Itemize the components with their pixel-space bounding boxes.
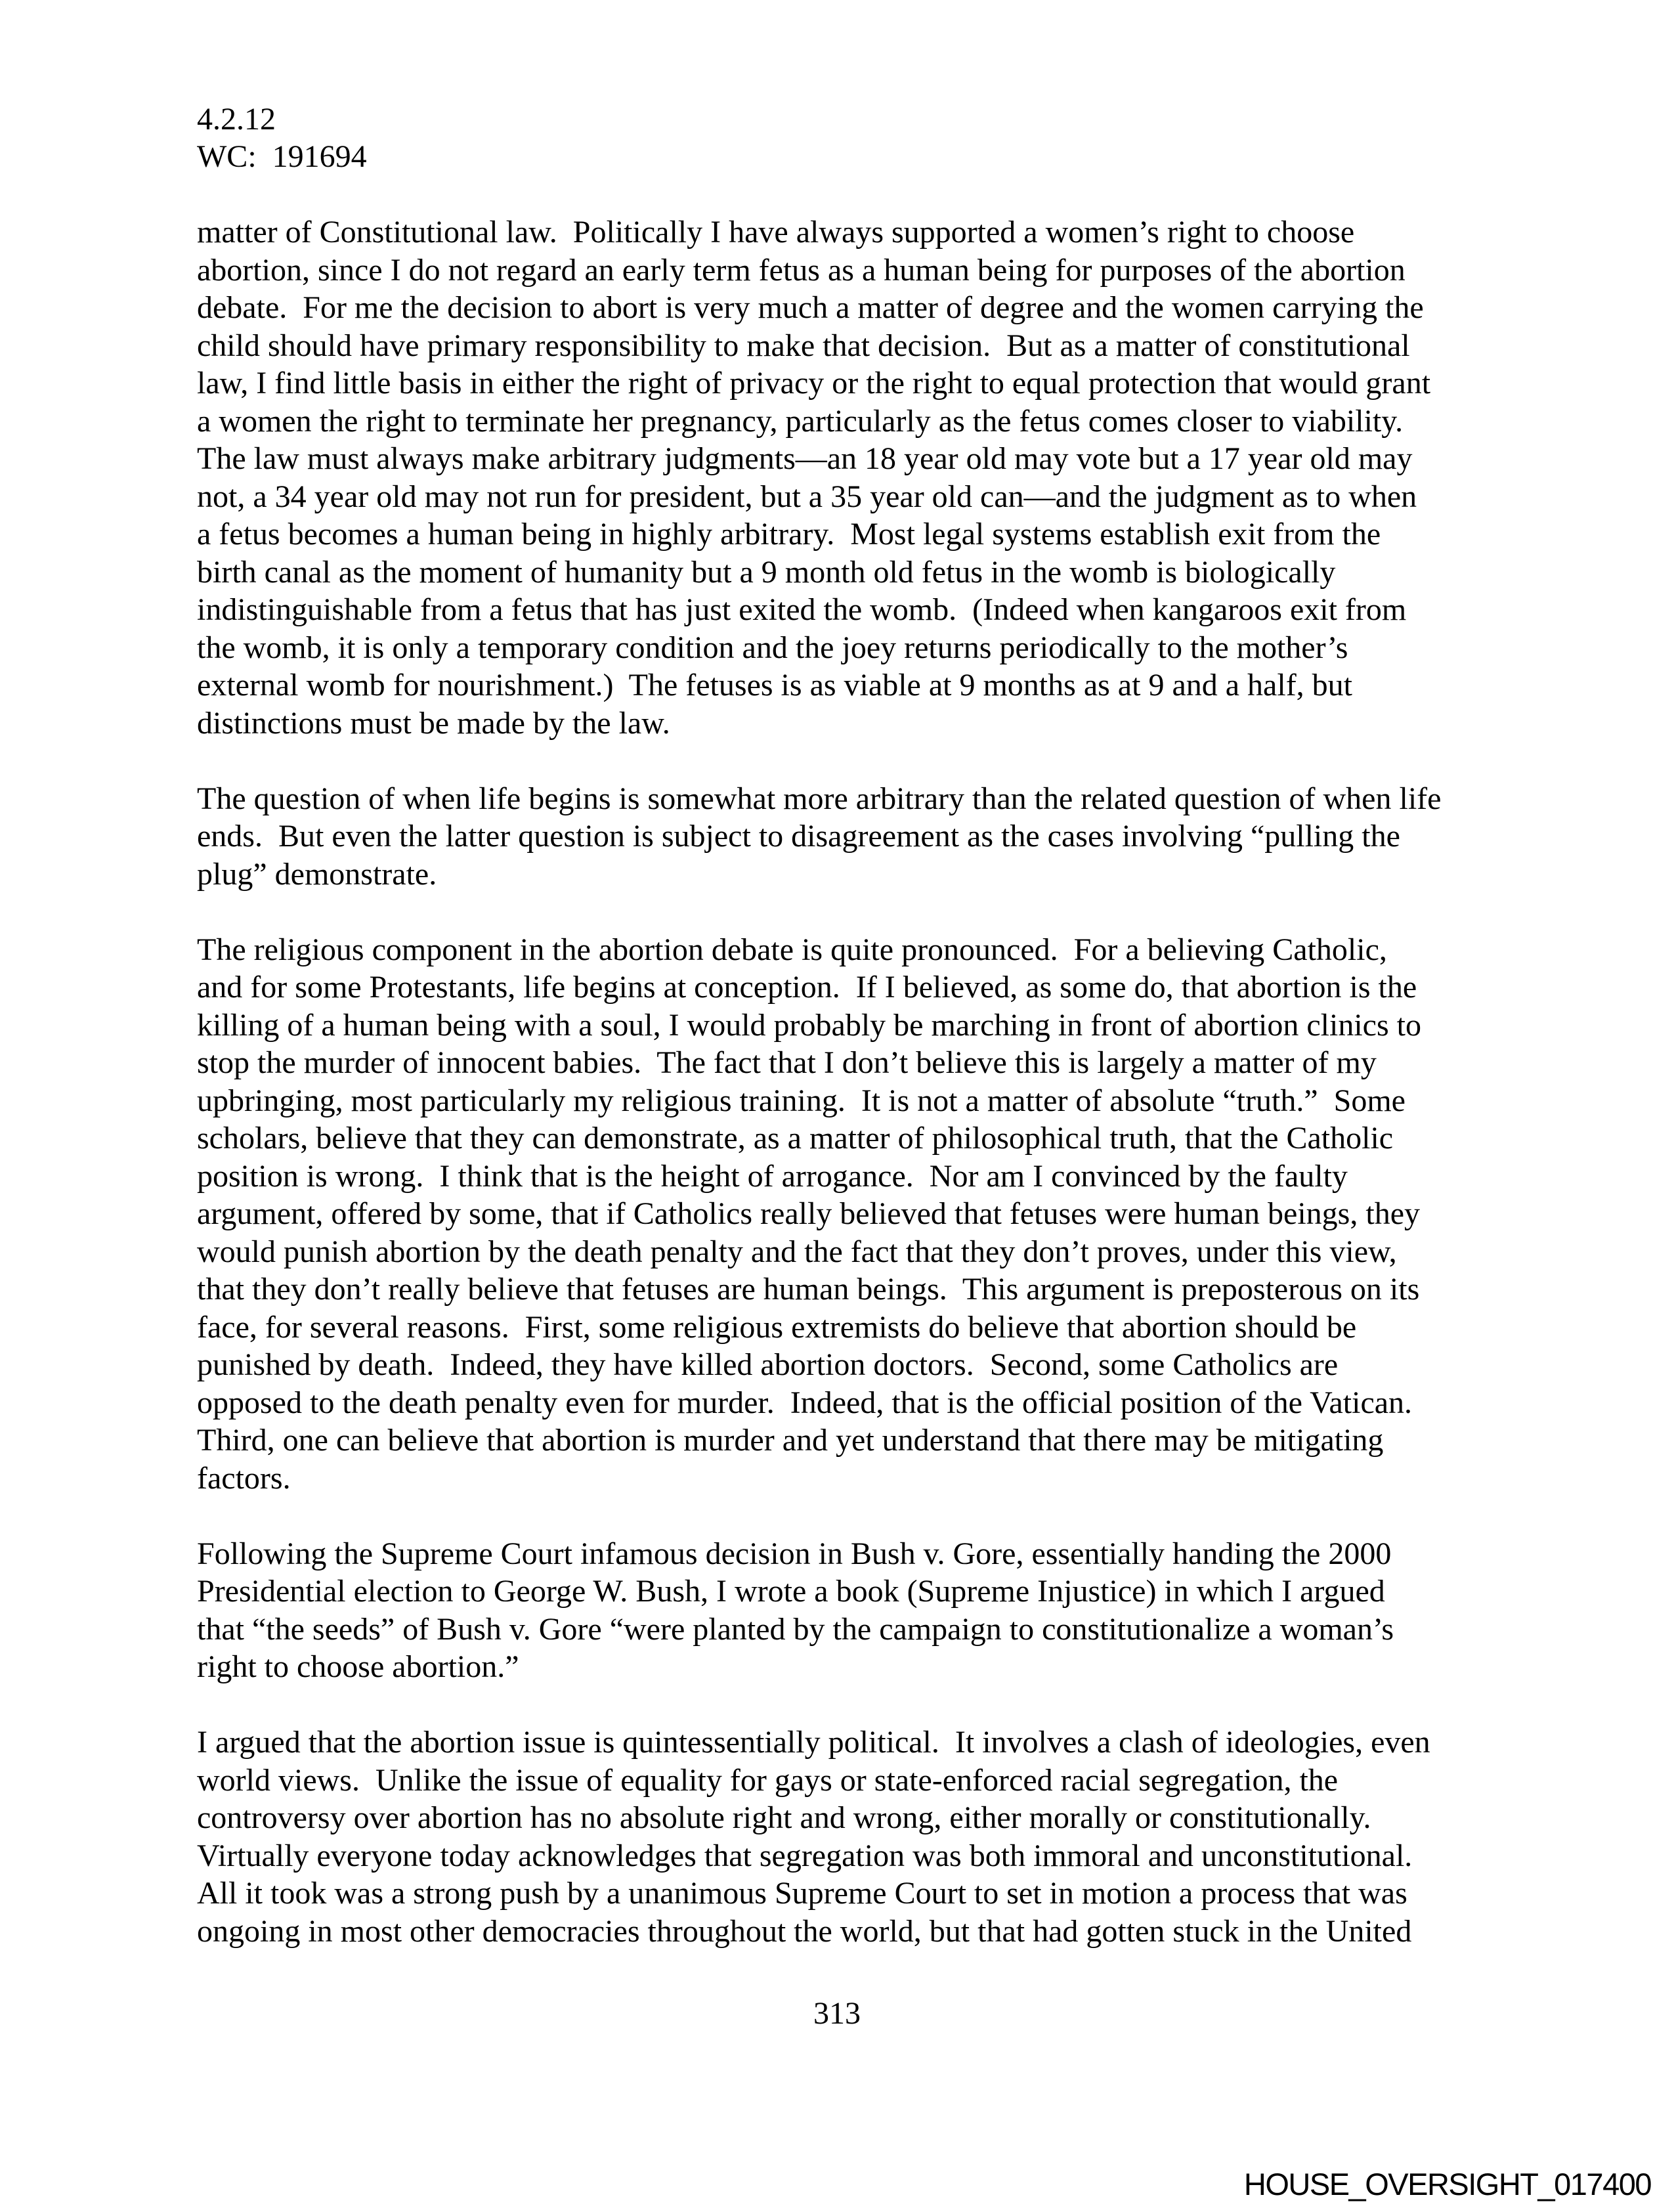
text-line: ongoing in most other democracies throughout the world, but that had gotten stuck in the United	[197, 1913, 1412, 1949]
text-line: plug” demonstrate.	[197, 856, 437, 892]
header-word-count: WC: 191694	[197, 139, 367, 174]
bates-stamp: HOUSE_OVERSIGHT_017400	[1243, 2167, 1651, 2201]
text-line: argument, offered by some, that if Catholics really believed that fetuses were human beings, they	[197, 1196, 1420, 1231]
text-line: that they don’t really believe that fetuses are human beings. This argument is preposterous on its	[197, 1272, 1420, 1307]
text-line: The question of when life begins is somewhat more arbitrary than the related question of when life	[197, 781, 1442, 816]
header-date: 4.2.12	[197, 101, 276, 137]
text-line: scholars, believe that they can demonstrate, as a matter of philosophical truth, that the Catholic	[197, 1121, 1394, 1156]
text-line: controversy over abortion has no absolute right and wrong, either morally or constitutionally.	[197, 1800, 1371, 1835]
text-line: Following the Supreme Court infamous decision in Bush v. Gore, essentially handing the 2000	[197, 1536, 1392, 1571]
text-line: ends. But even the latter question is subject to disagreement as the cases involving “pulling the	[197, 819, 1400, 854]
text-line: debate. For me the decision to abort is very much a matter of degree and the women carrying the	[197, 290, 1424, 325]
text-line: indistinguishable from a fetus that has just exited the womb. (Indeed when kangaroos exit from	[197, 592, 1407, 627]
text-line: stop the murder of innocent babies. The fact that I don’t believe this is largely a matter of my	[197, 1045, 1377, 1080]
text-line: face, for several reasons. First, some religious extremists do believe that abortion should be	[197, 1309, 1357, 1345]
text-line: law, I find little basis in either the right of privacy or the right to equal protection that would grant	[197, 366, 1431, 401]
text-line: external womb for nourishment.) The fetuses is as viable at 9 months as at 9 and a half, but	[197, 668, 1353, 703]
text-line: a women the right to terminate her pregnancy, particularly as the fetus comes closer to viability.	[197, 403, 1404, 439]
paragraph-3	[197, 931, 1510, 1498]
text-line: opposed to the death penalty even for murder. Indeed, that is the official position of the Vatican.	[197, 1385, 1413, 1420]
text-line: Third, one can believe that abortion is murder and yet understand that there may be mitigating	[197, 1423, 1384, 1458]
text-line: birth canal as the moment of humanity but a 9 month old fetus in the womb is biologically	[197, 554, 1336, 590]
text-line: killing of a human being with a soul, I would probably be marching in front of abortion clinics to	[197, 1007, 1421, 1043]
paragraph-5	[197, 1724, 1510, 1950]
text-line: and for some Protestants, life begins at conception. If I believed, as some do, that abortion is the	[197, 970, 1417, 1005]
text-line: Virtually everyone today acknowledges that segregation was both immoral and unconstitutional.	[197, 1838, 1413, 1873]
text-line: a fetus becomes a human being in highly arbitrary. Most legal systems establish exit from the	[197, 517, 1381, 552]
text-line: would punish abortion by the death penalty and the fact that they don’t proves, under this view,	[197, 1234, 1397, 1269]
text-line: Presidential election to George W. Bush, I wrote a book (Supreme Injustice) in which I argued	[197, 1574, 1385, 1609]
paragraph-2	[197, 780, 1510, 894]
text-line: The law must always make arbitrary judgments—an 18 year old may vote but a 17 year old may	[197, 441, 1413, 476]
text-line: matter of Constitutional law. Politically I have always supported a women’s right to choose	[197, 215, 1355, 249]
text-line: All it took was a strong push by a unanimous Supreme Court to set in motion a process that was	[197, 1876, 1407, 1911]
text-line: right to choose abortion.”	[197, 1649, 519, 1684]
page-number: 313	[813, 1996, 861, 2031]
text-line: that “the seeds” of Bush v. Gore “were planted by the campaign to constitutionalize a woman’s	[197, 1611, 1394, 1647]
text-line: world views. Unlike the issue of equality for gays or state-enforced racial segregation, the	[197, 1762, 1339, 1798]
paragraph-4	[197, 1535, 1510, 1686]
text-line: punished by death. Indeed, they have killed abortion doctors. Second, some Catholics are	[197, 1347, 1339, 1382]
text-line: factors.	[197, 1460, 291, 1496]
text-line: I argued that the abortion issue is quintessentially political. It involves a clash of ideologies, even	[197, 1725, 1430, 1760]
text-line: the womb, it is only a temporary condition and the joey returns periodically to the mother’s	[197, 630, 1348, 665]
text-line: The religious component in the abortion debate is quite pronounced. For a believing Catholic,	[197, 932, 1387, 967]
text-line: abortion, since I do not regard an early term fetus as a human being for purposes of the abortion	[197, 252, 1406, 288]
paragraph-1	[197, 213, 1510, 742]
text-line: distinctions must be made by the law.	[197, 705, 670, 741]
text-line: not, a 34 year old may not run for president, but a 35 year old can—and the judgment as to when	[197, 479, 1417, 514]
page-header	[197, 100, 1510, 176]
text-line: child should have primary responsibility to make that decision. But as a matter of constitutional	[197, 328, 1410, 363]
page-text	[197, 100, 1510, 1951]
text-line: position is wrong. I think that is the height of arrogance. Nor am I convinced by the faulty	[197, 1158, 1348, 1194]
text-line: upbringing, most particularly my religious training. It is not a matter of absolute “truth.” Some	[197, 1083, 1406, 1118]
